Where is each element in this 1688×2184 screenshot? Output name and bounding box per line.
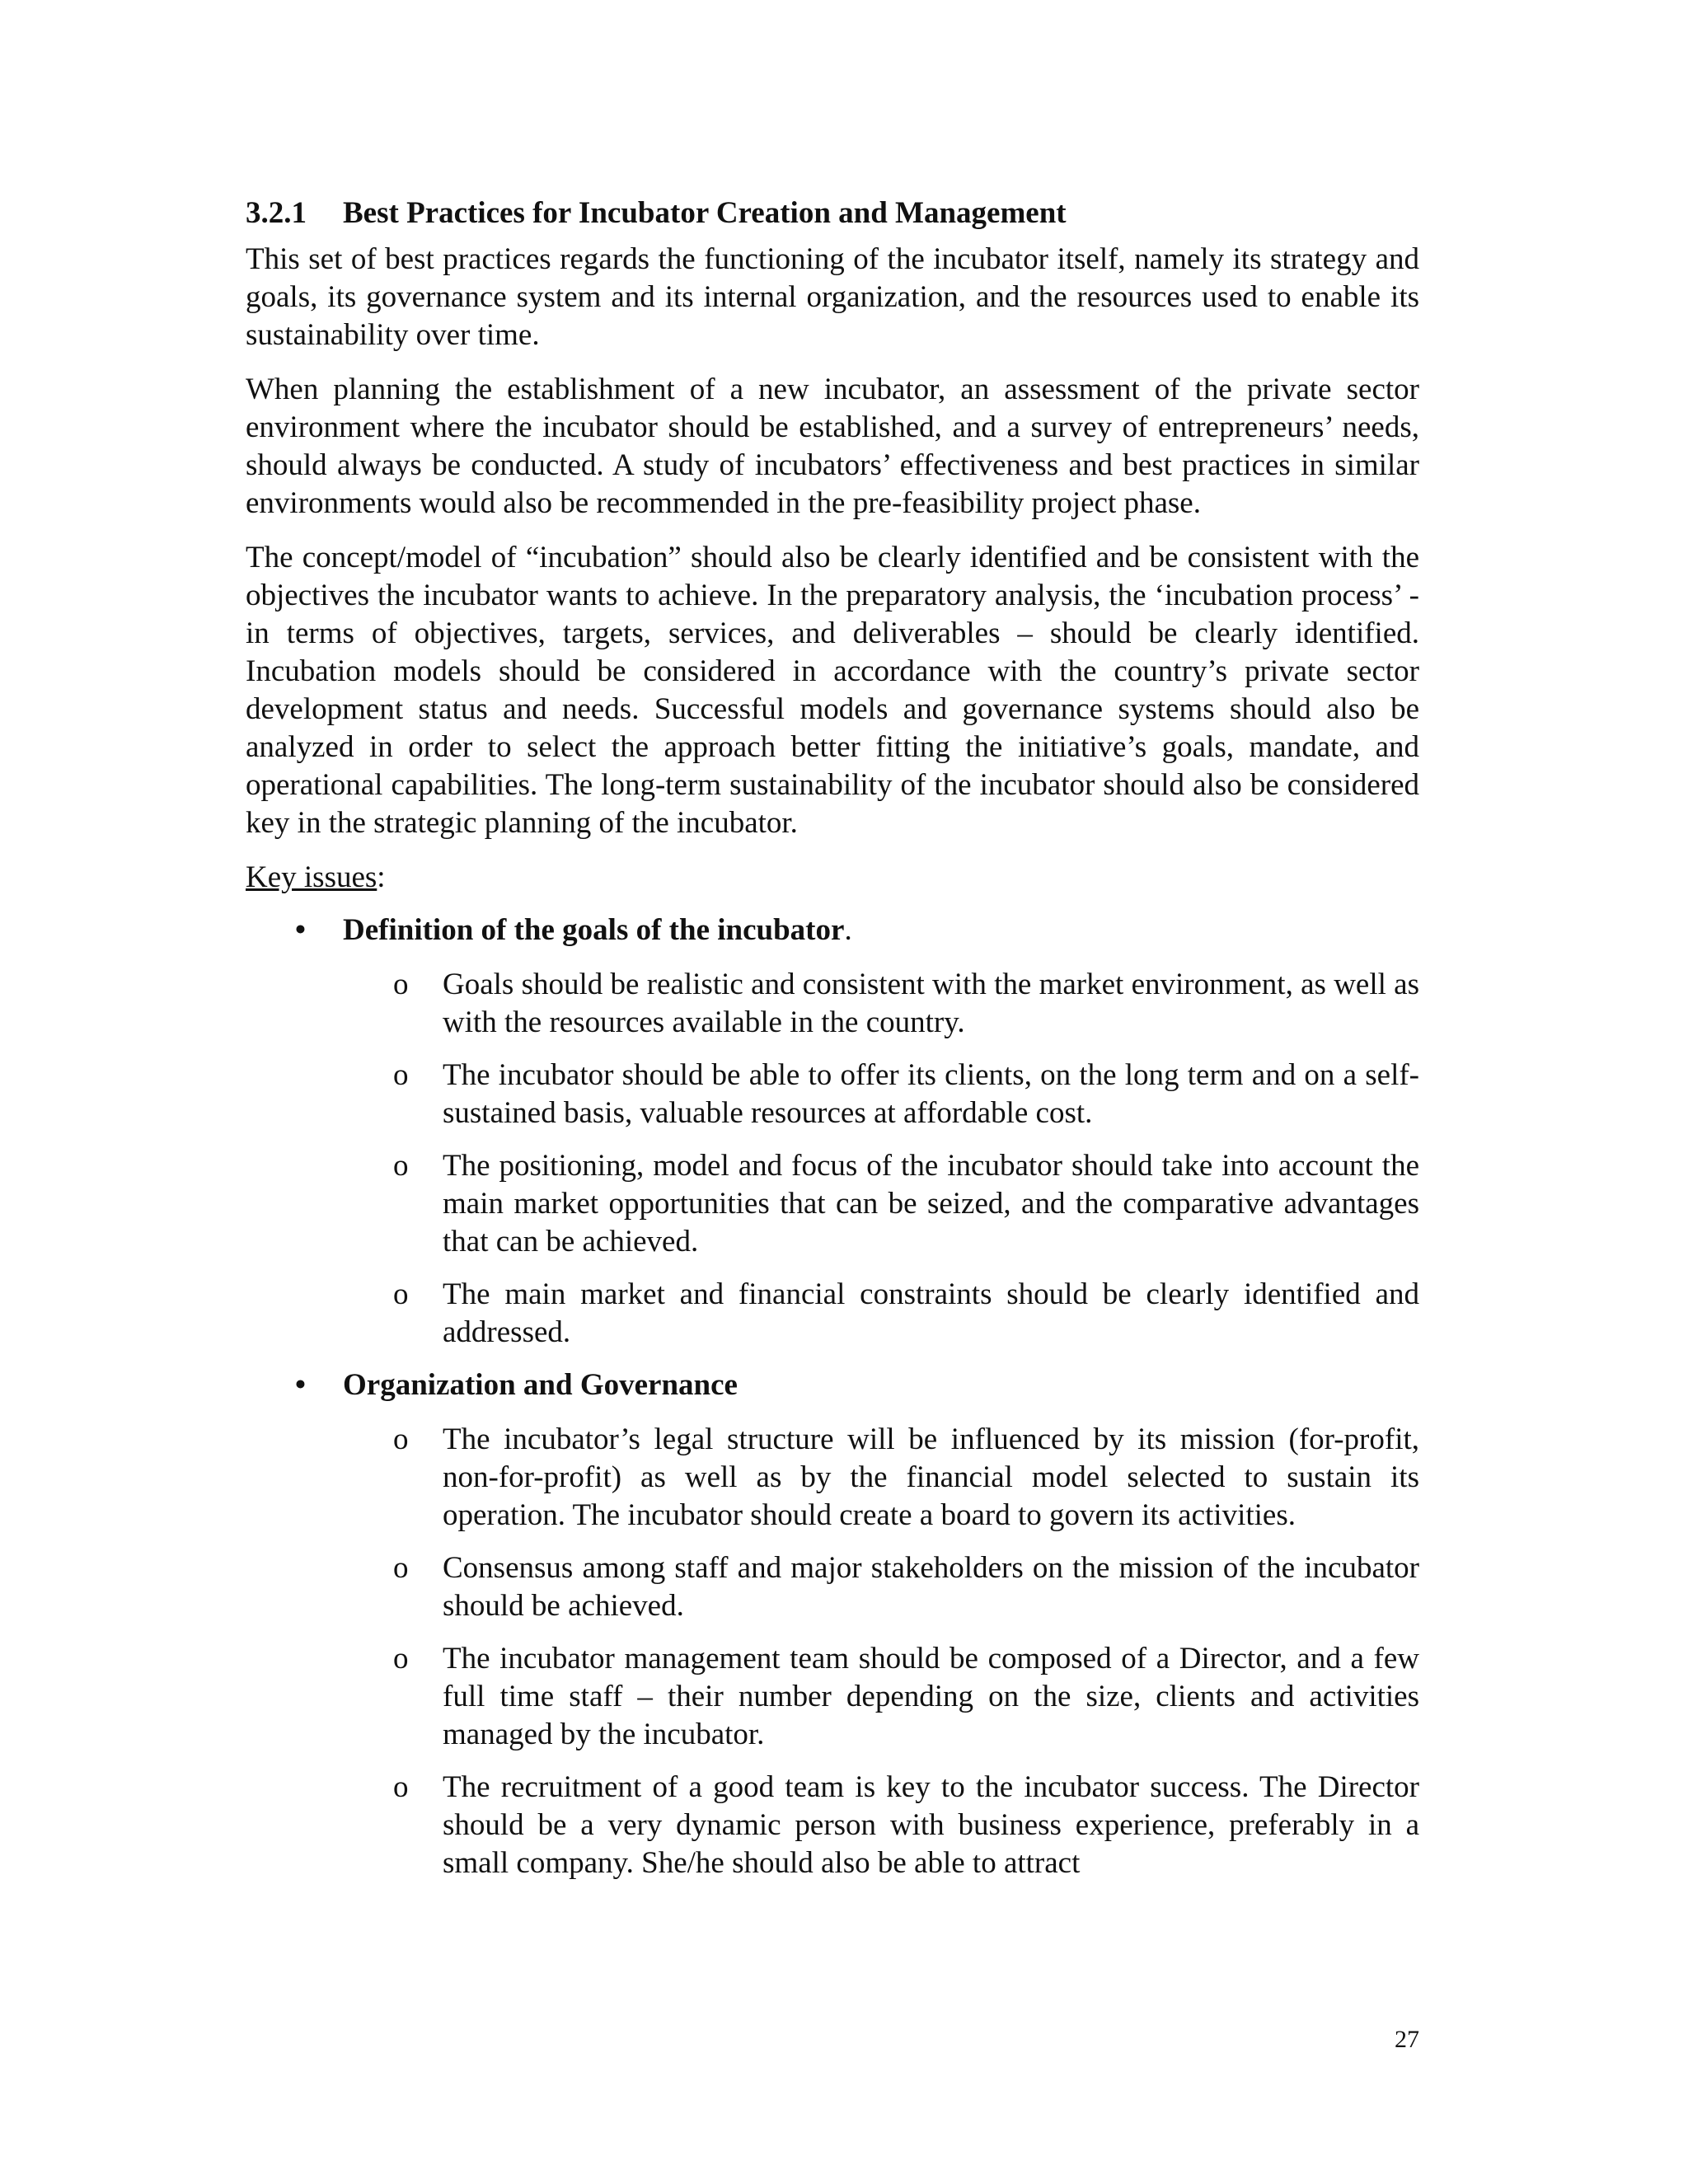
key-issues-list	[246, 912, 1419, 1882]
sub-item-text: Goals should be realistic and consistent with the market environment, as well as with the resources available in the country.	[443, 968, 1419, 1039]
sub-bullet-icon: o	[393, 1149, 409, 1183]
bullet-icon: •	[295, 913, 306, 947]
bullet-icon: •	[295, 1368, 306, 1402]
sub-item	[343, 1640, 1419, 1754]
key-issues-text: Key issues	[246, 860, 377, 894]
paragraph-intro: This set of best practices regards the functioning of the incubator itself, namely its strategy and goals, its governance system and its internal organization, and the resources used to enable its sustainability over time.	[246, 242, 1419, 352]
sub-item-text: The main market and financial constraints should be clearly identified and addressed.	[443, 1277, 1419, 1349]
sub-item	[343, 1147, 1419, 1261]
sub-item-text: The incubator’s legal structure will be influenced by its mission (for-profit, non-for-profit) as well as by the financial model selected to sustain its operation. The incubator should create a board to govern its activities.	[443, 1422, 1419, 1532]
sub-item	[343, 1276, 1419, 1352]
page-number: 27	[1395, 2026, 1419, 2053]
bullet-organization	[246, 1366, 1419, 1882]
sub-item-text: The incubator management team should be composed of a Director, and a few full time staff – their number depending on the size, clients and activities managed by the incubator.	[443, 1642, 1419, 1751]
sub-bullet-icon: o	[393, 1058, 409, 1092]
sub-list	[343, 1421, 1419, 1882]
paragraph-concept: The concept/model of “incubation” should also be clearly identified and be consistent with the objectives the incubator wants to achieve. In the preparatory analysis, the ‘incubation process’ - in terms of objectives, targets, services, and deliverables – should be clearly identified. Incubation models should be considered in accordance with the country’s private sector development status and needs. Successful models and governance systems should also be analyzed in order to select the approach better fitting the initiative’s goals, mandate, and operational capabilities. The long-term sustainability of the incubator should also be considered key in the strategic planning of the incubator.	[246, 541, 1419, 840]
sub-item-text: Consensus among staff and major stakeholders on the mission of the incubator should be achieved.	[443, 1551, 1419, 1623]
section-heading	[246, 194, 1419, 232]
sub-list	[343, 966, 1419, 1352]
section-title: Best Practices for Incubator Creation and Management	[343, 196, 1067, 230]
bullet-title-text: Definition of the goals of the incubator	[343, 913, 845, 947]
bullet-title	[343, 1366, 1419, 1404]
sub-bullet-icon: o	[393, 1277, 409, 1311]
key-issues-colon: :	[377, 860, 386, 894]
sub-item-text: The incubator should be able to offer its clients, on the long term and on a self-sustained basis, valuable resources at affordable cost.	[443, 1058, 1419, 1130]
paragraph-planning: When planning the establishment of a new incubator, an assessment of the private sector environment where the incubator should be established, and a survey of entrepreneurs’ needs, should always be conducted. A study of incubators’ effectiveness and best practices in similar environments would also be recommended in the pre-feasibility project phase.	[246, 373, 1419, 520]
sub-item-text: The recruitment of a good team is key to the incubator success. The Director should be a very dynamic person with business experience, preferably in a small company. She/he should also be able to attract	[443, 1770, 1419, 1880]
bullet-goals	[246, 912, 1419, 1352]
sub-item	[343, 1549, 1419, 1625]
sub-bullet-icon: o	[393, 1551, 409, 1585]
sub-item	[343, 1057, 1419, 1132]
sub-bullet-icon: o	[393, 1422, 409, 1456]
sub-item-text: The positioning, model and focus of the incubator should take into account the main market opportunities that can be seized, and the comparative advantages that can be achieved.	[443, 1149, 1419, 1258]
bullet-title-suffix: .	[844, 913, 852, 947]
document-page	[246, 194, 1419, 1897]
sub-bullet-icon: o	[393, 1770, 409, 1804]
sub-item	[343, 1421, 1419, 1535]
key-issues-label	[246, 859, 1419, 897]
sub-bullet-icon: o	[393, 1642, 409, 1675]
bullet-title-text: Organization and Governance	[343, 1368, 738, 1402]
section-number: 3.2.1	[246, 196, 307, 230]
bullet-title	[343, 912, 1419, 949]
sub-bullet-icon: o	[393, 968, 409, 1001]
sub-item	[343, 1769, 1419, 1882]
sub-item	[343, 966, 1419, 1042]
